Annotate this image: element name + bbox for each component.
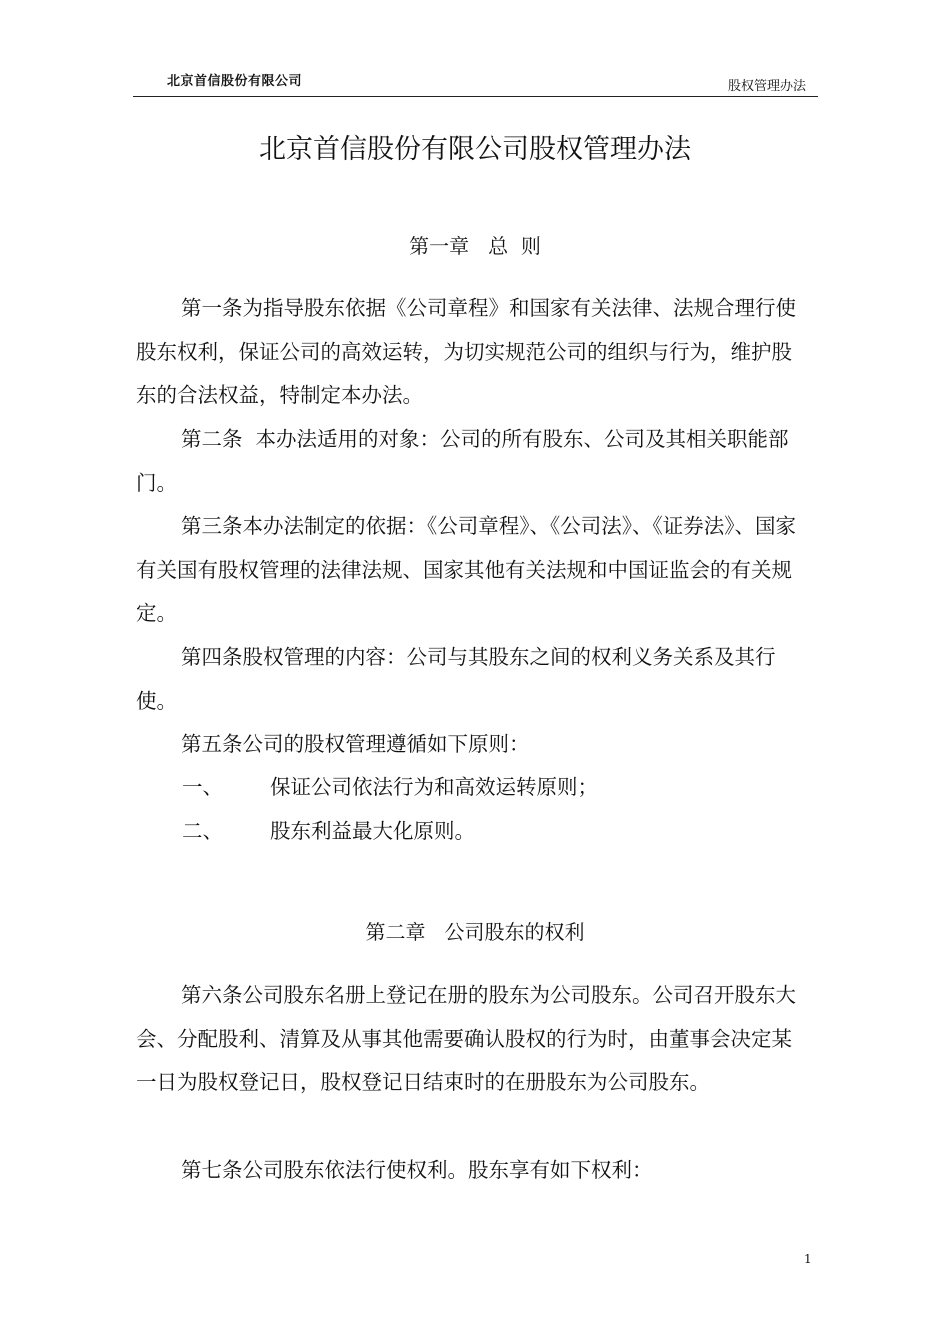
page-header	[133, 66, 818, 97]
page-number: 1	[804, 1252, 812, 1266]
article-2: 第二条 本办法适用的对象：公司的所有股东、公司及其相关职能部门。	[136, 427, 789, 495]
chapter-2-heading: 第二章 公司股东的权利	[365, 920, 585, 944]
list-marker: 一、	[182, 775, 223, 799]
list-text: 保证公司依法行为和高效运转原则；	[270, 775, 598, 799]
principle-item-1	[182, 766, 598, 810]
header-document-name: 股权管理办法	[727, 79, 806, 94]
article-4: 第四条股权管理的内容：公司与其股东之间的权利义务关系及其行使。	[136, 645, 776, 713]
principle-item-2	[182, 810, 475, 854]
list-text: 股东利益最大化原则。	[270, 819, 475, 843]
article-7: 第七条公司股东依法行使权利。股东享有如下权利：	[181, 1158, 653, 1182]
article-5: 第五条公司的股权管理遵循如下原则：	[181, 732, 530, 756]
article-1: 第一条为指导股东依据《公司章程》和国家有关法律、法规合理行使股东权利，保证公司的高效运转，为切实规范公司的组织与行为，维护股东的合法权益，特制定本办法。	[136, 296, 796, 408]
header-company-name: 北京首信股份有限公司	[167, 74, 303, 89]
list-marker: 二、	[182, 819, 223, 843]
document-title: 北京首信股份有限公司股权管理办法	[259, 134, 691, 165]
chapter-1-heading: 第一章 总 则	[409, 234, 541, 258]
article-3: 第三条本办法制定的依据：《公司章程》、《公司法》、《证券法》、国家有关国有股权管理的法律法规、国家其他有关法规和中国证监会的有关规定。	[136, 514, 796, 626]
article-6: 第六条公司股东名册上登记在册的股东为公司股东。公司召开股东大会、分配股利、清算及从事其他需要确认股权的行为时，由董事会决定某一日为股权登记日，股权登记日结束时的在册股东为公司股东。	[136, 983, 796, 1095]
